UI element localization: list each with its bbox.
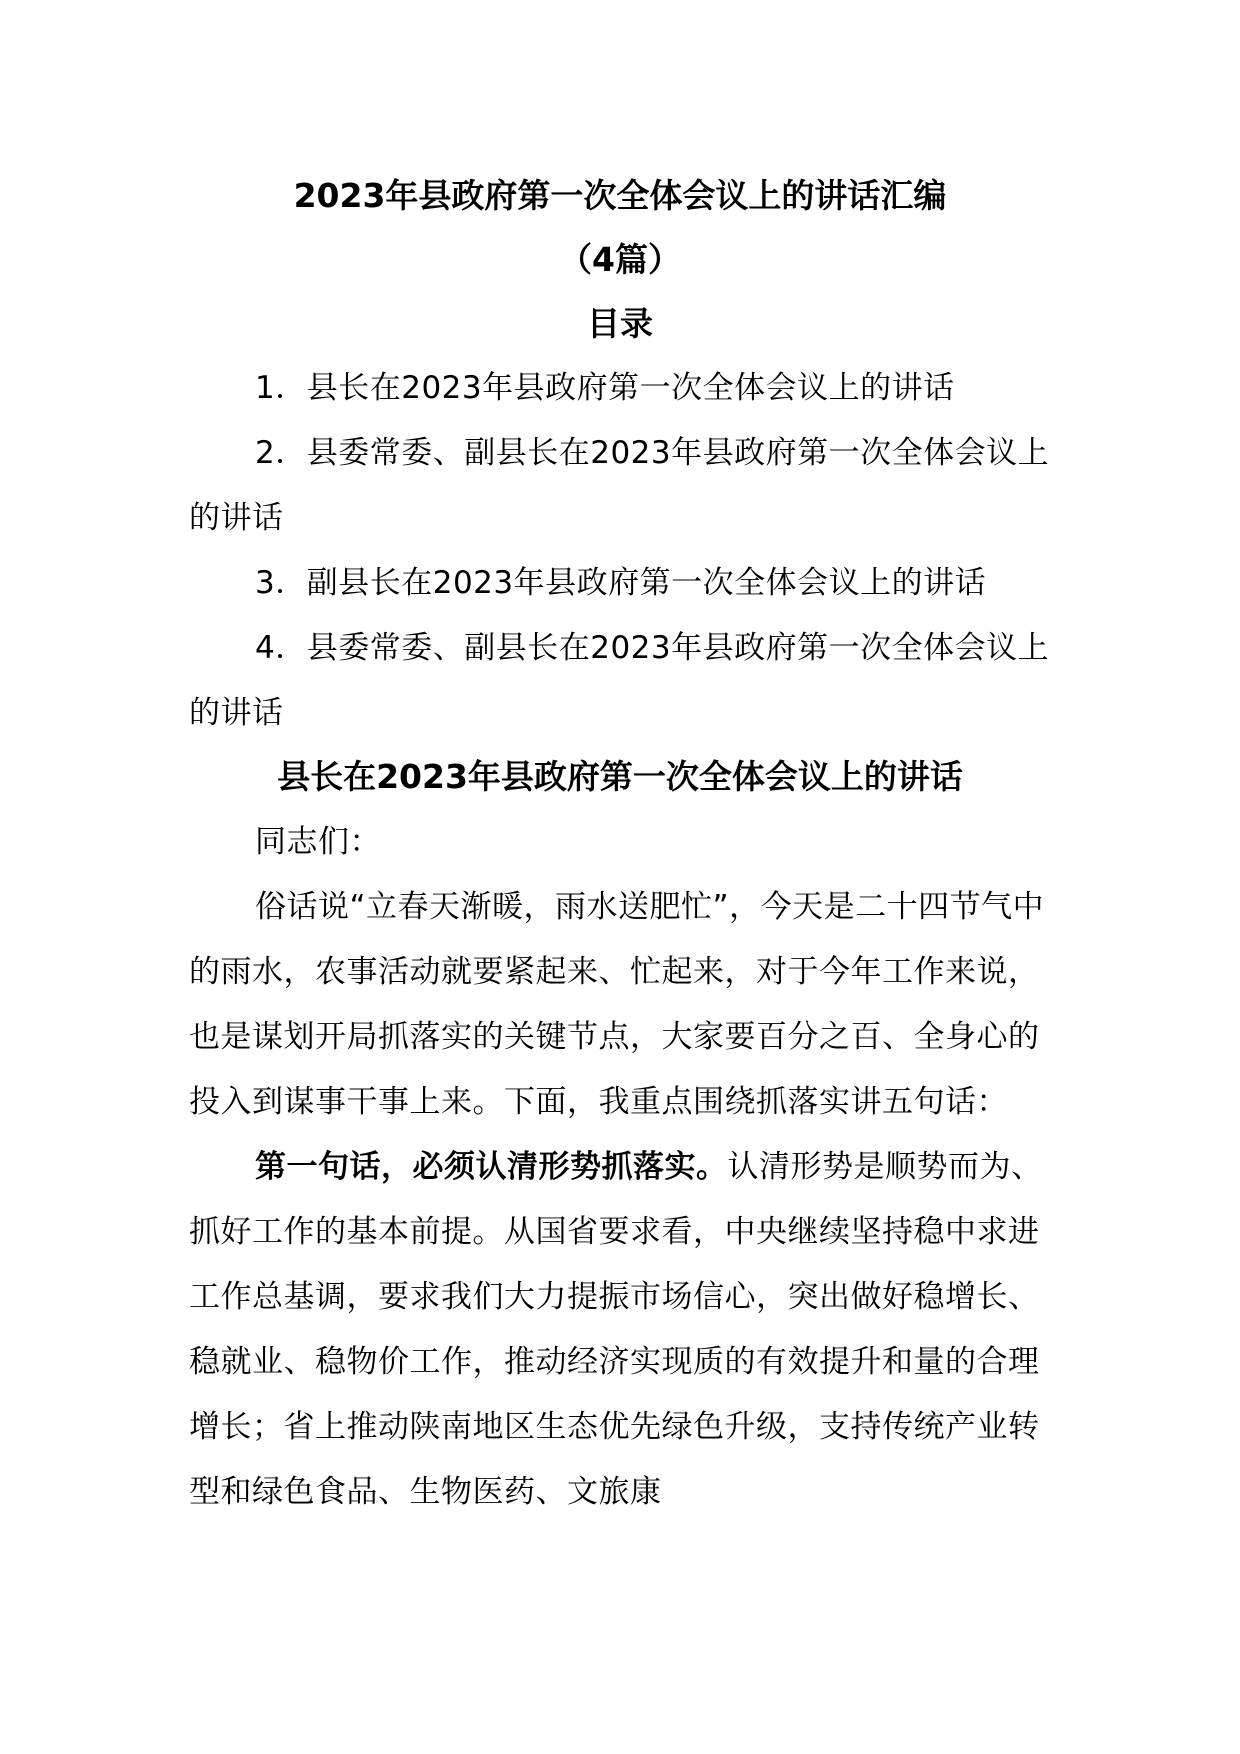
paragraph-intro: 俗话说“立春天渐暖，雨水送肥忙”，今天是二十四节气中的雨水，农事活动就要紧起来、忙起来，对于今年工作来说，也是谋划开局抓落实的关键节点，大家要百分之百、全身心的投入到谋事干事上来。下面，我重点围绕抓落实讲五句话： [189, 889, 1045, 1120]
toc-heading: 目录 [587, 304, 653, 343]
first-point-lead: 第一句话，必须认清形势抓落实。 [255, 1149, 728, 1185]
first-point-body: 认清形势是顺势而为、抓好工作的基本前提。从国省要求看，中央继续坚持稳中求进工作总基调，要求我们大力提振市场信心，突出做好稳增长、稳就业、稳物价工作，推动经济实现质的有效提升和量的合理增长；省上推动陕南地区生态优先绿色升级，支持传统产业转型和绿色食品、生物医药、文旅康 [189, 1149, 1043, 1510]
document-title: 2023年县政府第一次全体会议上的讲话汇编 [293, 176, 947, 215]
salutation: 同志们： [255, 824, 381, 860]
speech-body [189, 810, 1059, 1525]
paragraph-first-point [189, 1135, 1059, 1525]
document-title-count: （4篇） [559, 240, 681, 279]
section-title: 县长在2023年县政府第一次全体会议上的讲话 [277, 757, 963, 796]
toc-item-2: 2．县委常委、副县长在2023年县政府第一次全体会议上的讲话 [189, 435, 1050, 536]
toc-item-3: 3．副县长在2023年县政府第一次全体会议上的讲话 [255, 565, 987, 601]
toc-item-1: 1．县长在2023年县政府第一次全体会议上的讲话 [255, 370, 955, 406]
toc-item-4: 4．县委常委、副县长在2023年县政府第一次全体会议上的讲话 [189, 630, 1050, 731]
